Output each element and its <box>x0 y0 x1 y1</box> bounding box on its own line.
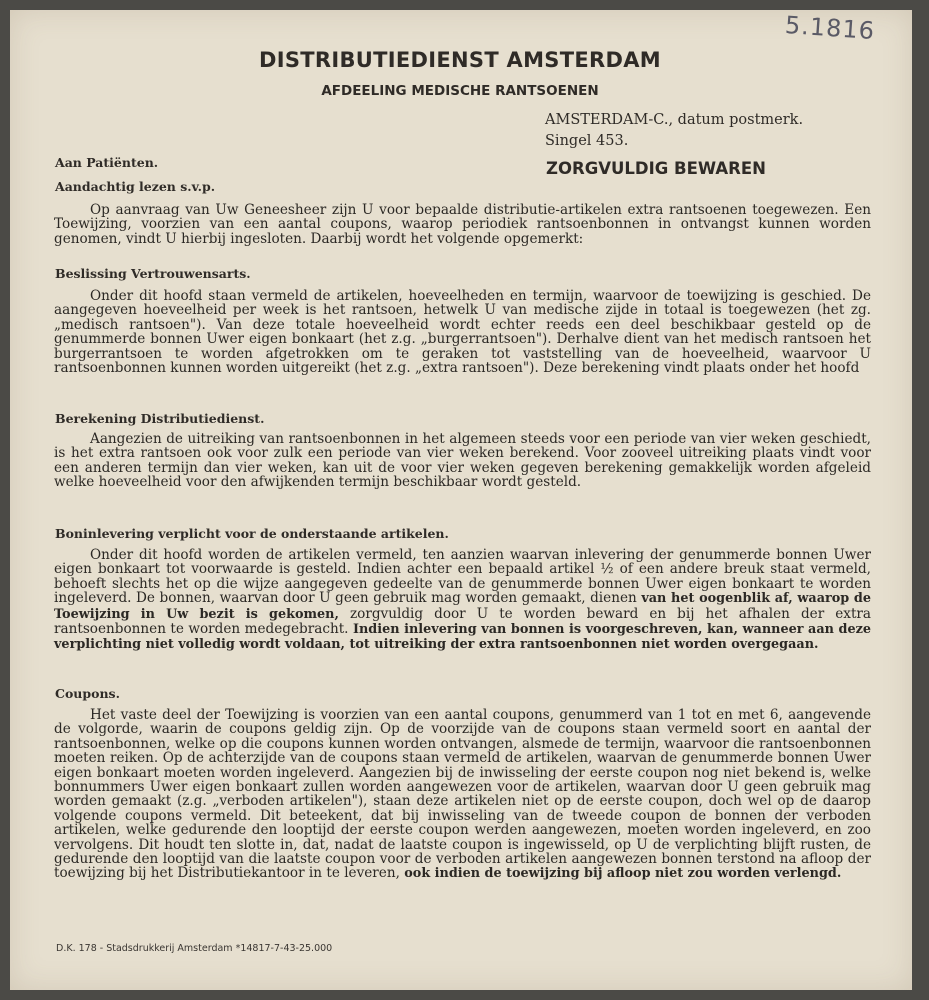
coupons-bold-text: ook indien de toewijzing bij afloop niet zou worden verlengd. <box>404 866 842 882</box>
section-heading-beslissing: Beslissing Vertrouwensarts. <box>55 266 251 281</box>
coupons-text: Het vaste deel der Toewijzing is voorzien van een aantal coupons, genummerd van 1 tot en met 6, aangevende de volgorde, waarin de coupons geldig zijn. Op de voorzijde van de coupons staan vermeld soort en aantal der rantsoenbonnen, welke op die coupons kunnen worden ontvangen, alsmede de termijn, waarvoor die rantsoenbonnen moeten reiken. Op de achterzijde van de coupons staan vermeld de artikelen, waarvan de genummerde bonnen Uwer eigen bonkaart moeten worden ingeleverd. Aangezien bij de inwisseling der eerste coupon nog niet bekend is, welke bonnummers Uwer eigen bonkaart zullen worden aangewezen voor de artikelen, waarvan door U geen gebruik mag worden gemaakt (z.g. „verboden artikelen"), staan deze artikelen niet op de eerste coupon, doch wel op de daarop volgende coupons vermeld. Dit beteekent, dat bij inwisseling van de tweede coupon de bonnen der verboden artikelen, welke gedurende den looptijd der eerste coupon werden aangewezen, moeten worden ingeleverd, en zoo vervolgens. Dit houdt ten slotte in, dat, nadat de laatste coupon is ingewisseld, op U de verplichting blijft rusten, de gedurende den looptijd van die laatste coupon voor de verboden artikelen aangewezen bonnen terstond na afloop der toewijzing bij het Distributiekantoor in te leveren, <box>54 707 871 882</box>
address-line-1: AMSTERDAM-C., datum postmerk. <box>545 112 804 128</box>
section-text-coupons <box>54 708 871 882</box>
boninlevering-bold-part-1: van het oogenblik af, waarop de Toewijzing in Uw bezit is gekomen, <box>54 591 871 622</box>
read-notice: Aandachtig lezen s.v.p. <box>55 179 216 194</box>
boninlevering-bold-part-2: Indien inlevering van bonnen is voorgeschreven, kan, wanneer aan deze verplichting niet volledig wordt voldaan, tot uitreiking der extra rantsoenbonnen niet worden overgegaan. <box>54 622 872 653</box>
boninlevering-text-part-b: zorgvuldig door U te worden beward en bij het afhalen der extra rantsoenbonnen te worden medegebracht. <box>54 605 872 638</box>
section-heading-berekening: Berekening Distributiedienst. <box>55 411 265 426</box>
section-text-berekening: Aangezien de uitreiking van rantsoenbonnen in het algemeen steeds voor een periode van vier weken geschiedt, is het extra rantsoen ook voor zulk een periode van vier weken berekend. Voor zooveel uitreiking plaats vindt voor een anderen termijn dan vier weken, kan uit de voor vier weken gegeven berekening gemakkelijk worden afgeleid welke hoeveelheid voor den afwijkenden termijn beschikbaar wordt gesteld. <box>54 431 871 491</box>
boninlevering-text-part-a: Onder dit hoofd worden de artikelen vermeld, ten aanzien waarvan inlevering der genummerde bonnen Uwer eigen bonkaart tot voorwaarde is gesteld. Indien achter een bepaald artikel ½ of een andere breuk staat vermeld, behoeft slechts het op die wijze aangegeven gedeelte van de genummerde bonnen Uwer eigen bonkaart te worden ingeleverd. De bonnen, waarvan door U geen gebruik mag worden gemaakt, dienen <box>54 547 871 607</box>
handwritten-annotation: 5.1816 <box>784 10 876 46</box>
section-text-beslissing: Onder dit hoofd staan vermeld de artikelen, hoeveelheden en termijn, waarvoor de toewijzing is geschied. De aangegeven hoeveelheid per week is het rantsoen, hetwelk U van medische zijde in totaal is toegewezen (het zg. „medisch rantsoen"). Van deze totale hoeveelheid wordt echter reeds een deel beschikbaar gesteld op de genummerde bonnen Uwer eigen bonkaart (het z.g. „burgerrantsoen"). Derhalve dient van het medisch rantsoen het burgerrantsoen te worden afgetrokken om te geraken tot vaststelling van de hoeveelheid, waarvoor U rantsoenbonnen kunnen worden uitgereikt (het z.g. „extra rantsoen"). Deze berekening vindt plaats onder het hoofd <box>54 288 871 377</box>
salutation: Aan Patiënten. <box>55 155 159 170</box>
section-heading-coupons: Coupons. <box>55 686 120 701</box>
section-heading-boninlevering: Boninlevering verplicht voor de onderstaande artikelen. <box>55 526 449 541</box>
intro-paragraph: Op aanvraag van Uw Geneesheer zijn U voor bepaalde distributie-artikelen extra rantsoenen toegewezen. Een Toewijzing, voorzien van een aantal coupons, waarop periodiek rantsoenbonnen in ontvangst kunnen worden genomen, vindt U hierbij ingesloten. Daarbij wordt het volgende opgemerkt: <box>54 202 871 247</box>
address-line-2: Singel 453. <box>545 133 629 149</box>
section-text-boninlevering <box>54 548 871 653</box>
document-title: DISTRIBUTIEDIENST AMSTERDAM <box>259 48 661 72</box>
document-subtitle: AFDEELING MEDISCHE RANTSOENEN <box>321 83 599 99</box>
keep-notice: ZORGVULDIG BEWAREN <box>546 159 766 178</box>
address-block <box>545 110 803 152</box>
printer-footer: D.K. 178 - Stadsdrukkerij Amsterdam *14817-7-43-25.000 <box>56 943 333 954</box>
